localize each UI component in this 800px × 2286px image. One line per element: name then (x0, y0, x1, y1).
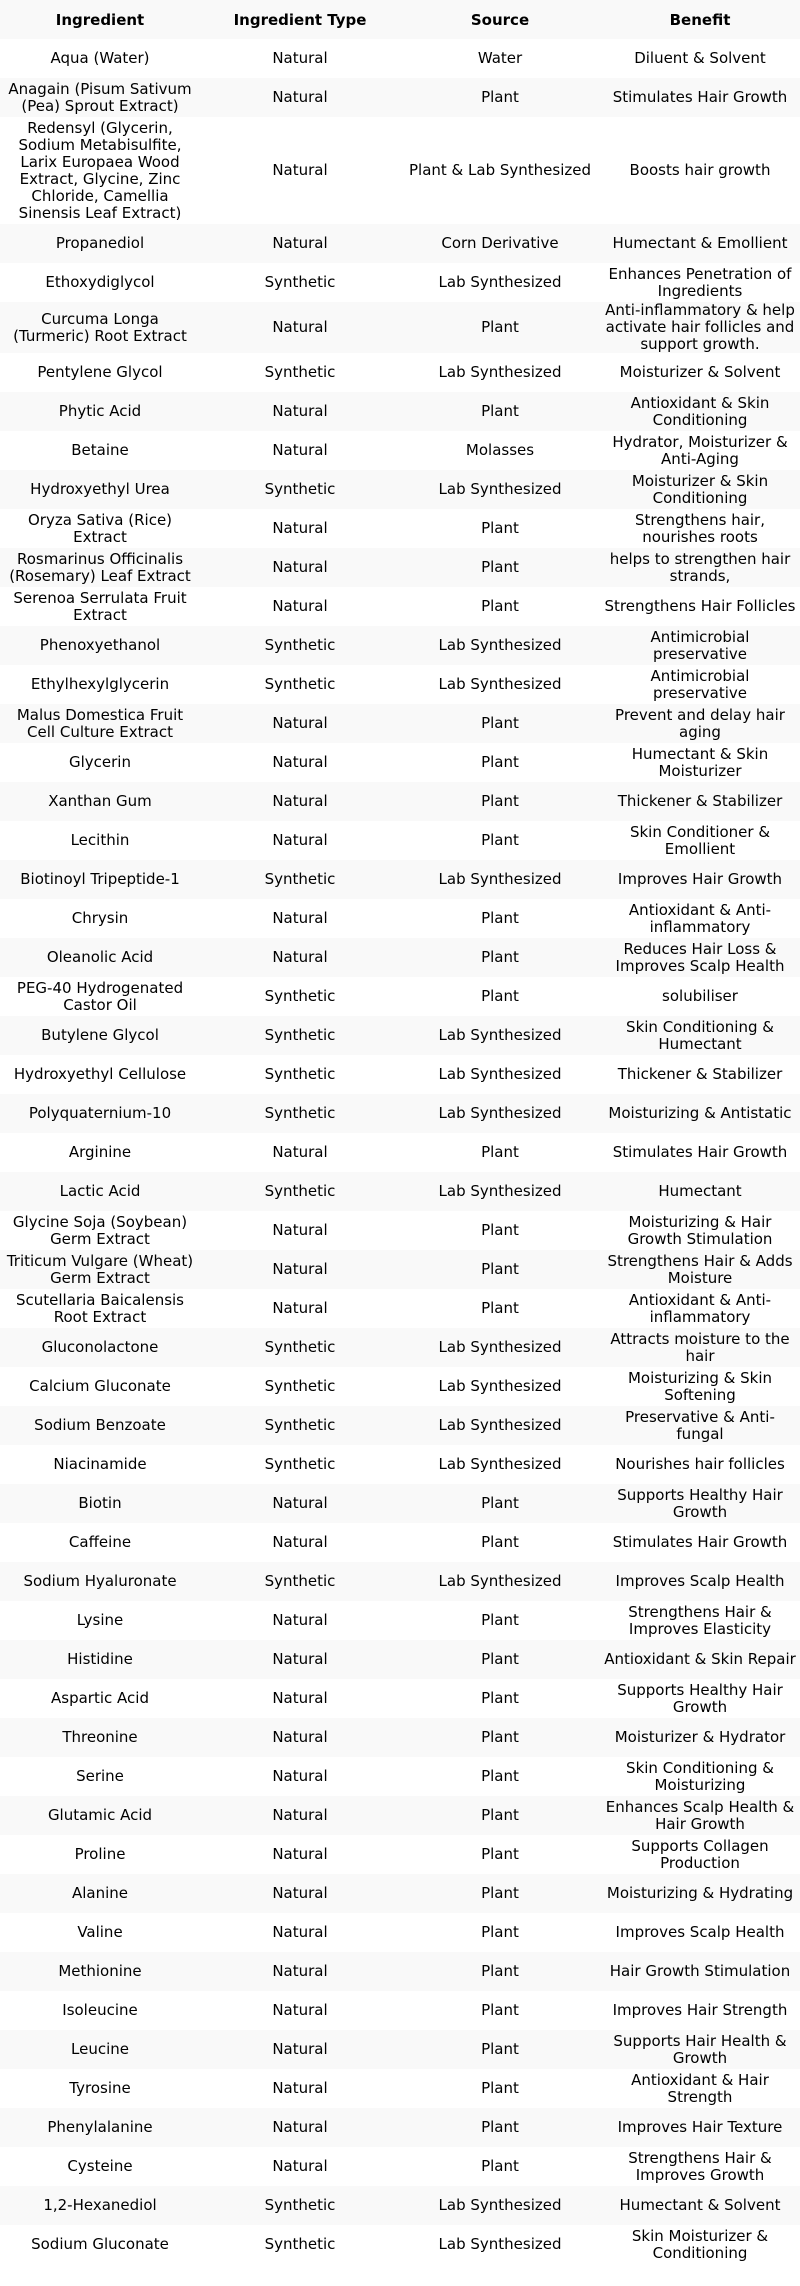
ingredient-type-cell: Natural (200, 1211, 400, 1250)
table-row (0, 1874, 800, 1913)
source-cell: Plant (400, 1991, 600, 2030)
benefit-cell: Diluent & Solvent (600, 39, 800, 78)
header-source: Source (400, 0, 600, 39)
ingredient-cell: Hydroxyethyl Urea (0, 470, 200, 509)
ingredient-cell: Histidine (0, 1640, 200, 1679)
ingredient-cell: Propanediol (0, 224, 200, 263)
table-row (0, 353, 800, 392)
benefit-cell: Improves Scalp Health (600, 1913, 800, 1952)
benefit-cell: Anti-inflammatory & help activate hair follicles and support growth. (600, 302, 800, 353)
source-cell: Plant (400, 509, 600, 548)
benefit-cell: Skin Conditioning & Humectant (600, 1016, 800, 1055)
table-row (0, 302, 800, 353)
ingredient-cell: 1,2-Hexanediol (0, 2186, 200, 2225)
ingredient-type-cell: Natural (200, 1952, 400, 1991)
table-row (0, 1172, 800, 1211)
benefit-cell: Humectant & Skin Moisturizer (600, 743, 800, 782)
table-row (0, 782, 800, 821)
source-cell: Plant (400, 938, 600, 977)
benefit-cell: Skin Conditioner & Emollient (600, 821, 800, 860)
table-header-row (0, 0, 800, 39)
source-cell: Lab Synthesized (400, 1367, 600, 1406)
benefit-cell: Strengthens hair, nourishes roots (600, 509, 800, 548)
table-row (0, 1289, 800, 1328)
ingredient-cell: Leucine (0, 2030, 200, 2069)
ingredient-cell: Aspartic Acid (0, 1679, 200, 1718)
ingredient-cell: Threonine (0, 1718, 200, 1757)
source-cell: Lab Synthesized (400, 263, 600, 302)
table-row (0, 2225, 800, 2264)
header-ingredient-type: Ingredient Type (200, 0, 400, 39)
ingredient-type-cell: Natural (200, 224, 400, 263)
ingredient-type-cell: Natural (200, 431, 400, 470)
benefit-cell: Boosts hair growth (600, 117, 800, 224)
benefit-cell: solubiliser (600, 977, 800, 1016)
source-cell: Plant (400, 1484, 600, 1523)
source-cell: Lab Synthesized (400, 1328, 600, 1367)
source-cell: Plant (400, 821, 600, 860)
ingredient-type-cell: Synthetic (200, 1445, 400, 1484)
table-row (0, 1484, 800, 1523)
ingredient-cell: Phenylalanine (0, 2108, 200, 2147)
table-row (0, 587, 800, 626)
table-row (0, 1952, 800, 1991)
ingredient-type-cell: Natural (200, 1718, 400, 1757)
table-row (0, 2108, 800, 2147)
table-row (0, 1796, 800, 1835)
source-cell: Lab Synthesized (400, 860, 600, 899)
table-row (0, 263, 800, 302)
ingredient-type-cell: Synthetic (200, 977, 400, 1016)
ingredient-type-cell: Synthetic (200, 1094, 400, 1133)
ingredient-type-cell: Natural (200, 743, 400, 782)
ingredient-cell: Arginine (0, 1133, 200, 1172)
source-cell: Plant (400, 1133, 600, 1172)
table-row (0, 1211, 800, 1250)
ingredient-type-cell: Natural (200, 2147, 400, 2186)
source-cell: Lab Synthesized (400, 1406, 600, 1445)
ingredient-cell: Ethylhexylglycerin (0, 665, 200, 704)
ingredient-cell: Xanthan Gum (0, 782, 200, 821)
source-cell: Lab Synthesized (400, 470, 600, 509)
ingredient-type-cell: Synthetic (200, 1172, 400, 1211)
ingredient-type-cell: Synthetic (200, 2186, 400, 2225)
benefit-cell: Humectant (600, 1172, 800, 1211)
ingredient-cell: Oryza Sativa (Rice) Extract (0, 509, 200, 548)
ingredient-cell: Scutellaria Baicalensis Root Extract (0, 1289, 200, 1328)
benefit-cell: Antioxidant & Anti-inflammatory (600, 899, 800, 938)
source-cell: Plant (400, 1757, 600, 1796)
ingredient-cell: Tyrosine (0, 2069, 200, 2108)
benefit-cell: Antioxidant & Hair Strength (600, 2069, 800, 2108)
benefit-cell: Skin Conditioning & Moisturizing (600, 1757, 800, 1796)
ingredient-type-cell: Natural (200, 548, 400, 587)
benefit-cell: Enhances Penetration of Ingredients (600, 263, 800, 302)
source-cell: Plant (400, 2147, 600, 2186)
ingredient-type-cell: Natural (200, 587, 400, 626)
ingredient-type-cell: Synthetic (200, 1406, 400, 1445)
ingredient-cell: Betaine (0, 431, 200, 470)
benefit-cell: Antimicrobial preservative (600, 626, 800, 665)
source-cell: Plant (400, 782, 600, 821)
ingredient-cell: Lactic Acid (0, 1172, 200, 1211)
ingredient-type-cell: Natural (200, 1835, 400, 1874)
benefit-cell: Antioxidant & Skin Repair (600, 1640, 800, 1679)
benefit-cell: Enhances Scalp Health & Hair Growth (600, 1796, 800, 1835)
ingredient-cell: Rosmarinus Officinalis (Rosemary) Leaf Extract (0, 548, 200, 587)
table-row (0, 1718, 800, 1757)
ingredient-type-cell: Synthetic (200, 1367, 400, 1406)
ingredient-type-cell: Natural (200, 1250, 400, 1289)
ingredient-type-cell: Synthetic (200, 1016, 400, 1055)
source-cell: Lab Synthesized (400, 1055, 600, 1094)
ingredient-type-cell: Natural (200, 1523, 400, 1562)
ingredient-cell: Sodium Gluconate (0, 2225, 200, 2264)
ingredient-cell: Lysine (0, 1601, 200, 1640)
table-row (0, 1328, 800, 1367)
ingredient-cell: Biotin (0, 1484, 200, 1523)
ingredient-type-cell: Synthetic (200, 1328, 400, 1367)
benefit-cell: Strengthens Hair & Improves Elasticity (600, 1601, 800, 1640)
table-row (0, 704, 800, 743)
benefit-cell: Supports Hair Health & Growth (600, 2030, 800, 2069)
source-cell: Plant (400, 2108, 600, 2147)
benefit-cell: Moisturizing & Hair Growth Stimulation (600, 1211, 800, 1250)
benefit-cell: Improves Hair Strength (600, 1991, 800, 2030)
source-cell: Plant (400, 548, 600, 587)
table-row (0, 431, 800, 470)
ingredient-cell: Anagain (Pisum Sativum (Pea) Sprout Extract) (0, 78, 200, 117)
table-row (0, 2147, 800, 2186)
source-cell: Lab Synthesized (400, 353, 600, 392)
ingredient-cell: Sodium Benzoate (0, 1406, 200, 1445)
benefit-cell: Thickener & Stabilizer (600, 782, 800, 821)
source-cell: Plant (400, 704, 600, 743)
source-cell: Plant (400, 1679, 600, 1718)
benefit-cell: Improves Hair Texture (600, 2108, 800, 2147)
ingredient-cell: Malus Domestica Fruit Cell Culture Extract (0, 704, 200, 743)
source-cell: Plant (400, 1796, 600, 1835)
ingredient-cell: Aqua (Water) (0, 39, 200, 78)
source-cell: Plant (400, 1835, 600, 1874)
table-row (0, 821, 800, 860)
ingredient-type-cell: Natural (200, 1640, 400, 1679)
ingredient-type-cell: Natural (200, 1913, 400, 1952)
table-row (0, 1835, 800, 1874)
ingredient-cell: Glycine Soja (Soybean) Germ Extract (0, 1211, 200, 1250)
benefit-cell: Humectant & Emollient (600, 224, 800, 263)
benefit-cell: Moisturizing & Antistatic (600, 1094, 800, 1133)
ingredient-cell: Curcuma Longa (Turmeric) Root Extract (0, 302, 200, 353)
ingredient-type-cell: Synthetic (200, 1562, 400, 1601)
source-cell: Plant (400, 1913, 600, 1952)
ingredient-type-cell: Natural (200, 1484, 400, 1523)
header-benefit: Benefit (600, 0, 800, 39)
ingredient-cell: Sodium Hyaluronate (0, 1562, 200, 1601)
source-cell: Plant (400, 2030, 600, 2069)
ingredient-cell: Chrysin (0, 899, 200, 938)
table-row (0, 860, 800, 899)
ingredient-cell: Phenoxyethanol (0, 626, 200, 665)
table-row (0, 977, 800, 1016)
ingredient-type-cell: Synthetic (200, 470, 400, 509)
table-row (0, 224, 800, 263)
benefit-cell: Moisturizer & Skin Conditioning (600, 470, 800, 509)
ingredient-type-cell: Natural (200, 1601, 400, 1640)
benefit-cell: Moisturizer & Solvent (600, 353, 800, 392)
source-cell: Plant (400, 1952, 600, 1991)
benefit-cell: Hydrator, Moisturizer & Anti-Aging (600, 431, 800, 470)
table-row (0, 548, 800, 587)
table-row (0, 2069, 800, 2108)
ingredient-type-cell: Natural (200, 509, 400, 548)
source-cell: Lab Synthesized (400, 1445, 600, 1484)
ingredient-type-cell: Natural (200, 782, 400, 821)
source-cell: Lab Synthesized (400, 665, 600, 704)
benefit-cell: Stimulates Hair Growth (600, 78, 800, 117)
table-row (0, 1913, 800, 1952)
ingredient-type-cell: Synthetic (200, 1055, 400, 1094)
table-row (0, 1016, 800, 1055)
ingredient-cell: Biotinoyl Tripeptide-1 (0, 860, 200, 899)
table-row (0, 1757, 800, 1796)
table-row (0, 1640, 800, 1679)
ingredient-cell: Polyquaternium-10 (0, 1094, 200, 1133)
source-cell: Plant (400, 977, 600, 1016)
ingredient-cell: Isoleucine (0, 1991, 200, 2030)
table-row (0, 117, 800, 224)
table-body (0, 39, 800, 2264)
source-cell: Plant (400, 1601, 600, 1640)
source-cell: Plant (400, 2069, 600, 2108)
ingredient-type-cell: Natural (200, 704, 400, 743)
ingredient-cell: Serine (0, 1757, 200, 1796)
benefit-cell: Thickener & Stabilizer (600, 1055, 800, 1094)
table-row (0, 509, 800, 548)
benefit-cell: Improves Hair Growth (600, 860, 800, 899)
table-row (0, 39, 800, 78)
source-cell: Lab Synthesized (400, 1016, 600, 1055)
source-cell: Plant (400, 1523, 600, 1562)
ingredient-cell: Gluconolactone (0, 1328, 200, 1367)
header-ingredient: Ingredient (0, 0, 200, 39)
ingredient-type-cell: Synthetic (200, 665, 400, 704)
ingredient-cell: Alanine (0, 1874, 200, 1913)
ingredient-type-cell: Natural (200, 1679, 400, 1718)
table-row (0, 1367, 800, 1406)
benefit-cell: Stimulates Hair Growth (600, 1133, 800, 1172)
benefit-cell: Skin Moisturizer & Conditioning (600, 2225, 800, 2264)
ingredient-type-cell: Synthetic (200, 263, 400, 302)
benefit-cell: Strengthens Hair Follicles (600, 587, 800, 626)
table-row (0, 626, 800, 665)
ingredient-cell: Phytic Acid (0, 392, 200, 431)
benefit-cell: Moisturizing & Hydrating (600, 1874, 800, 1913)
ingredient-cell: Butylene Glycol (0, 1016, 200, 1055)
table-row (0, 1094, 800, 1133)
benefit-cell: Antioxidant & Skin Conditioning (600, 392, 800, 431)
ingredient-cell: Valine (0, 1913, 200, 1952)
ingredient-cell: Serenoa Serrulata Fruit Extract (0, 587, 200, 626)
table-row (0, 938, 800, 977)
source-cell: Plant (400, 1289, 600, 1328)
benefit-cell: Strengthens Hair & Adds Moisture (600, 1250, 800, 1289)
ingredient-type-cell: Natural (200, 1796, 400, 1835)
ingredient-type-cell: Natural (200, 1991, 400, 2030)
ingredient-cell: PEG-40 Hydrogenated Castor Oil (0, 977, 200, 1016)
ingredient-type-cell: Natural (200, 1757, 400, 1796)
ingredient-cell: Calcium Gluconate (0, 1367, 200, 1406)
table-row (0, 392, 800, 431)
source-cell: Plant (400, 1211, 600, 1250)
table-row (0, 1133, 800, 1172)
source-cell: Plant (400, 1718, 600, 1757)
ingredient-type-cell: Natural (200, 392, 400, 431)
benefit-cell: helps to strengthen hair strands, (600, 548, 800, 587)
table-row (0, 1250, 800, 1289)
benefit-cell: Reduces Hair Loss & Improves Scalp Health (600, 938, 800, 977)
ingredient-type-cell: Synthetic (200, 2225, 400, 2264)
table-row (0, 1445, 800, 1484)
ingredient-type-cell: Natural (200, 899, 400, 938)
ingredient-type-cell: Natural (200, 1133, 400, 1172)
source-cell: Plant (400, 587, 600, 626)
ingredient-cell: Methionine (0, 1952, 200, 1991)
benefit-cell: Prevent and delay hair aging (600, 704, 800, 743)
table-row (0, 1991, 800, 2030)
ingredient-type-cell: Natural (200, 117, 400, 224)
table-row (0, 1601, 800, 1640)
benefit-cell: Antioxidant & Anti-inflammatory (600, 1289, 800, 1328)
ingredient-type-cell: Natural (200, 1874, 400, 1913)
source-cell: Plant (400, 1250, 600, 1289)
benefit-cell: Preservative & Anti-fungal (600, 1406, 800, 1445)
table-row (0, 1523, 800, 1562)
source-cell: Corn Derivative (400, 224, 600, 263)
source-cell: Plant (400, 78, 600, 117)
source-cell: Plant & Lab Synthesized (400, 117, 600, 224)
ingredient-cell: Redensyl (Glycerin, Sodium Metabisulfite, Larix Europaea Wood Extract, Glycine, Zinc Chloride, Camellia Sinensis Leaf Extract) (0, 117, 200, 224)
ingredient-type-cell: Natural (200, 2069, 400, 2108)
source-cell: Plant (400, 392, 600, 431)
table-row (0, 1562, 800, 1601)
ingredient-cell: Glycerin (0, 743, 200, 782)
ingredient-type-cell: Natural (200, 78, 400, 117)
benefit-cell: Supports Collagen Production (600, 1835, 800, 1874)
benefit-cell: Attracts moisture to the hair (600, 1328, 800, 1367)
source-cell: Water (400, 39, 600, 78)
table-row (0, 899, 800, 938)
table-row (0, 1679, 800, 1718)
source-cell: Molasses (400, 431, 600, 470)
source-cell: Lab Synthesized (400, 626, 600, 665)
ingredient-cell: Lecithin (0, 821, 200, 860)
table-row (0, 470, 800, 509)
source-cell: Plant (400, 899, 600, 938)
benefit-cell: Stimulates Hair Growth (600, 1523, 800, 1562)
ingredient-cell: Proline (0, 1835, 200, 1874)
source-cell: Plant (400, 743, 600, 782)
ingredient-type-cell: Natural (200, 1289, 400, 1328)
benefit-cell: Improves Scalp Health (600, 1562, 800, 1601)
ingredient-type-cell: Natural (200, 821, 400, 860)
benefit-cell: Supports Healthy Hair Growth (600, 1679, 800, 1718)
ingredient-type-cell: Synthetic (200, 860, 400, 899)
benefit-cell: Supports Healthy Hair Growth (600, 1484, 800, 1523)
source-cell: Plant (400, 1640, 600, 1679)
ingredient-cell: Glutamic Acid (0, 1796, 200, 1835)
ingredient-cell: Oleanolic Acid (0, 938, 200, 977)
table-row (0, 743, 800, 782)
table-row (0, 1406, 800, 1445)
source-cell: Lab Synthesized (400, 1094, 600, 1133)
table-row (0, 78, 800, 117)
source-cell: Lab Synthesized (400, 2225, 600, 2264)
ingredient-cell: Niacinamide (0, 1445, 200, 1484)
benefit-cell: Strengthens Hair & Improves Growth (600, 2147, 800, 2186)
table-row (0, 665, 800, 704)
source-cell: Plant (400, 302, 600, 353)
source-cell: Lab Synthesized (400, 1562, 600, 1601)
ingredient-cell: Triticum Vulgare (Wheat) Germ Extract (0, 1250, 200, 1289)
table-row (0, 2186, 800, 2225)
benefit-cell: Hair Growth Stimulation (600, 1952, 800, 1991)
ingredient-type-cell: Natural (200, 938, 400, 977)
source-cell: Plant (400, 1874, 600, 1913)
ingredient-cell: Cysteine (0, 2147, 200, 2186)
ingredient-cell: Pentylene Glycol (0, 353, 200, 392)
ingredient-cell: Ethoxydiglycol (0, 263, 200, 302)
source-cell: Lab Synthesized (400, 1172, 600, 1211)
benefit-cell: Nourishes hair follicles (600, 1445, 800, 1484)
ingredient-type-cell: Natural (200, 302, 400, 353)
benefit-cell: Moisturizing & Skin Softening (600, 1367, 800, 1406)
benefit-cell: Antimicrobial preservative (600, 665, 800, 704)
ingredient-type-cell: Synthetic (200, 626, 400, 665)
ingredient-type-cell: Natural (200, 2030, 400, 2069)
ingredient-type-cell: Natural (200, 2108, 400, 2147)
table-row (0, 2030, 800, 2069)
source-cell: Lab Synthesized (400, 2186, 600, 2225)
ingredient-cell: Hydroxyethyl Cellulose (0, 1055, 200, 1094)
benefit-cell: Humectant & Solvent (600, 2186, 800, 2225)
ingredient-cell: Caffeine (0, 1523, 200, 1562)
benefit-cell: Moisturizer & Hydrator (600, 1718, 800, 1757)
ingredient-type-cell: Synthetic (200, 353, 400, 392)
table-row (0, 1055, 800, 1094)
ingredient-type-cell: Natural (200, 39, 400, 78)
